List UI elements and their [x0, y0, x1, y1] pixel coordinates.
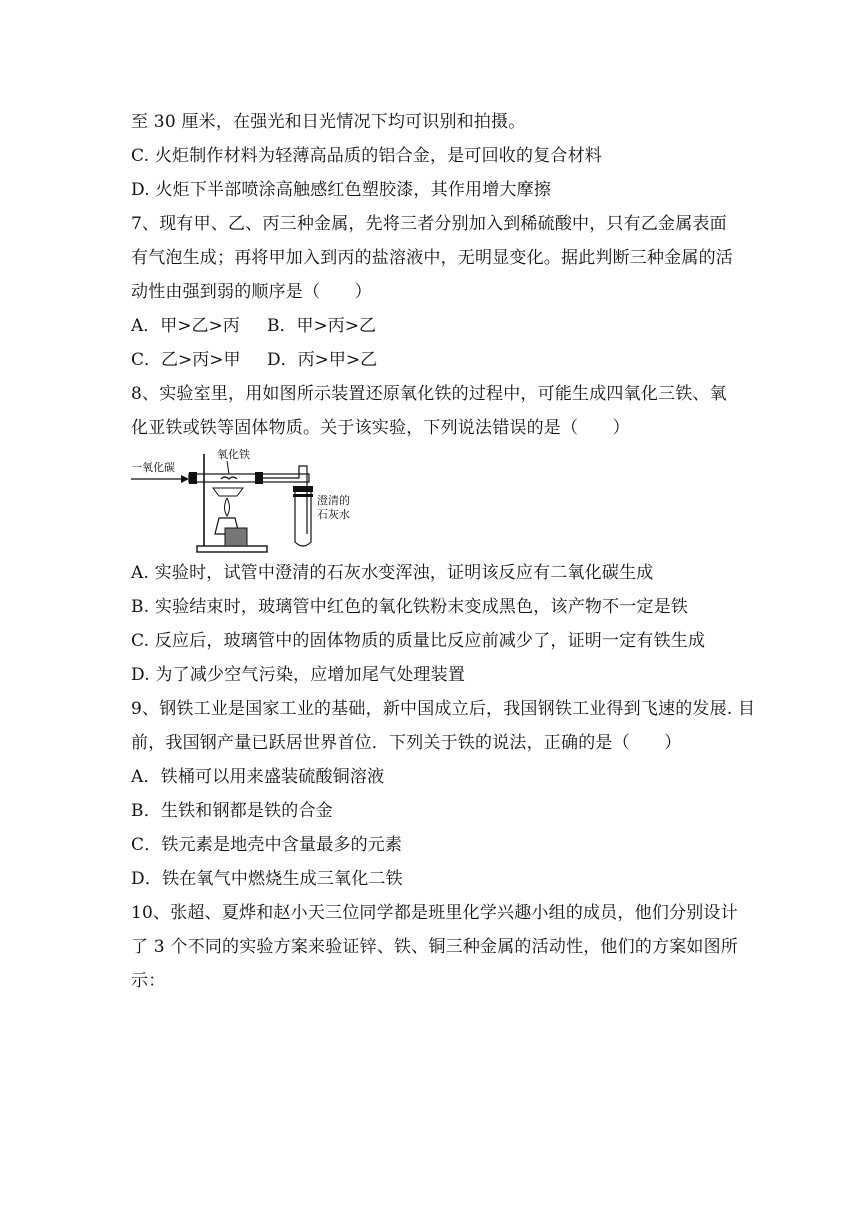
apparatus-diagram — [131, 446, 361, 558]
experiment-apparatus-figure — [131, 446, 361, 558]
label-iron-oxide: 氧化铁 — [217, 448, 250, 461]
question-9-stem: 前，我国钢产量已跃居世界首位．下列关于铁的说法，正确的是（ ） — [131, 733, 682, 753]
question-10-stem: 了 3 个不同的实验方案来验证锌、铁、铜三种金属的活动性，他们的方案如图所 — [131, 937, 739, 957]
text-line: D. 火炬下半部喷涂高触感红色塑胶漆，其作用增大摩擦 — [131, 180, 552, 200]
option-d: D．丙>甲>乙 — [267, 350, 378, 370]
question-9-option-c: C．铁元素是地壳中含量最多的元素 — [131, 835, 403, 855]
arrow-head-icon — [181, 475, 189, 483]
question-8-stem: 化亚铁或铁等固体物质。关于该实验，下列说法错误的是（ ） — [131, 418, 630, 438]
question-7-stem: 7、现有甲、乙、丙三种金属，先将三者分别加入到稀硫酸中，只有乙金属表面 — [131, 214, 727, 234]
question-10-stem: 示： — [131, 971, 166, 991]
test-tube-stopper — [293, 486, 313, 492]
label-limewater: 澄清的 — [317, 494, 350, 507]
question-9-option-b: B．生铁和钢都是铁的合金 — [131, 801, 333, 821]
question-8-option-b: B. 实验结束时，玻璃管中红色的氧化铁粉末变成黑色，该产物不一定是铁 — [131, 597, 689, 617]
question-7-options-row-2 — [131, 349, 377, 371]
flame-shield — [213, 488, 243, 496]
question-7-stem: 动性由强到弱的顺序是（ ） — [131, 282, 372, 302]
question-8-option-c: C. 反应后，玻璃管中的固体物质的质量比反应前减少了，证明一定有铁生成 — [131, 631, 706, 651]
flame-icon — [225, 498, 230, 516]
rubber-stopper-left — [189, 472, 197, 484]
question-9-option-a: A．铁桶可以用来盛装硫酸铜溶液 — [131, 767, 385, 787]
iron-stand-base — [197, 546, 267, 552]
question-9-option-d: D．铁在氧气中燃烧生成三氧化二铁 — [131, 869, 403, 889]
option-a: A．甲>乙>丙 — [131, 316, 240, 336]
lamp-block — [225, 528, 247, 546]
question-8-option-a: A. 实验时，试管中澄清的石灰水变浑浊，证明该反应有二氧化碳生成 — [131, 563, 654, 583]
question-7-stem: 有气泡生成；再将甲加入到丙的盐溶液中，无明显变化。据此判断三种金属的活 — [131, 248, 733, 268]
pointer-line — [227, 461, 229, 474]
label-limewater: 石灰水 — [317, 508, 350, 521]
iron-oxide-powder — [221, 477, 237, 479]
question-7-options-row-1 — [131, 315, 376, 337]
delivery-tube — [263, 466, 307, 534]
question-10-stem: 10、张超、夏烨和赵小天三位同学都是班里化学兴趣小组的成员，他们分别设计 — [131, 903, 738, 923]
question-9-stem: 9、钢铁工业是国家工业的基础，新中国成立后，我国钢铁工业得到飞速的发展. 目 — [131, 699, 756, 719]
label-carbon-monoxide: 一氧化碳 — [131, 461, 175, 474]
option-b: B．甲>丙>乙 — [267, 316, 376, 336]
rubber-stopper-right — [255, 472, 263, 484]
question-8-stem: 8、实验室里，用如图所示装置还原氧化铁的过程中，可能生成四氧化三铁、氧 — [131, 384, 727, 404]
text-line: 至 30 厘米，在强光和日光情况下均可识别和拍摄。 — [131, 112, 526, 132]
option-c: C．乙>丙>甲 — [131, 350, 241, 370]
question-8-option-d: D. 为了减少空气污染，应增加尾气处理装置 — [131, 665, 466, 685]
text-line: C. 火炬制作材料为轻薄高品质的铝合金，是可回收的复合材料 — [131, 146, 603, 166]
test-tube-clamp — [293, 494, 313, 497]
